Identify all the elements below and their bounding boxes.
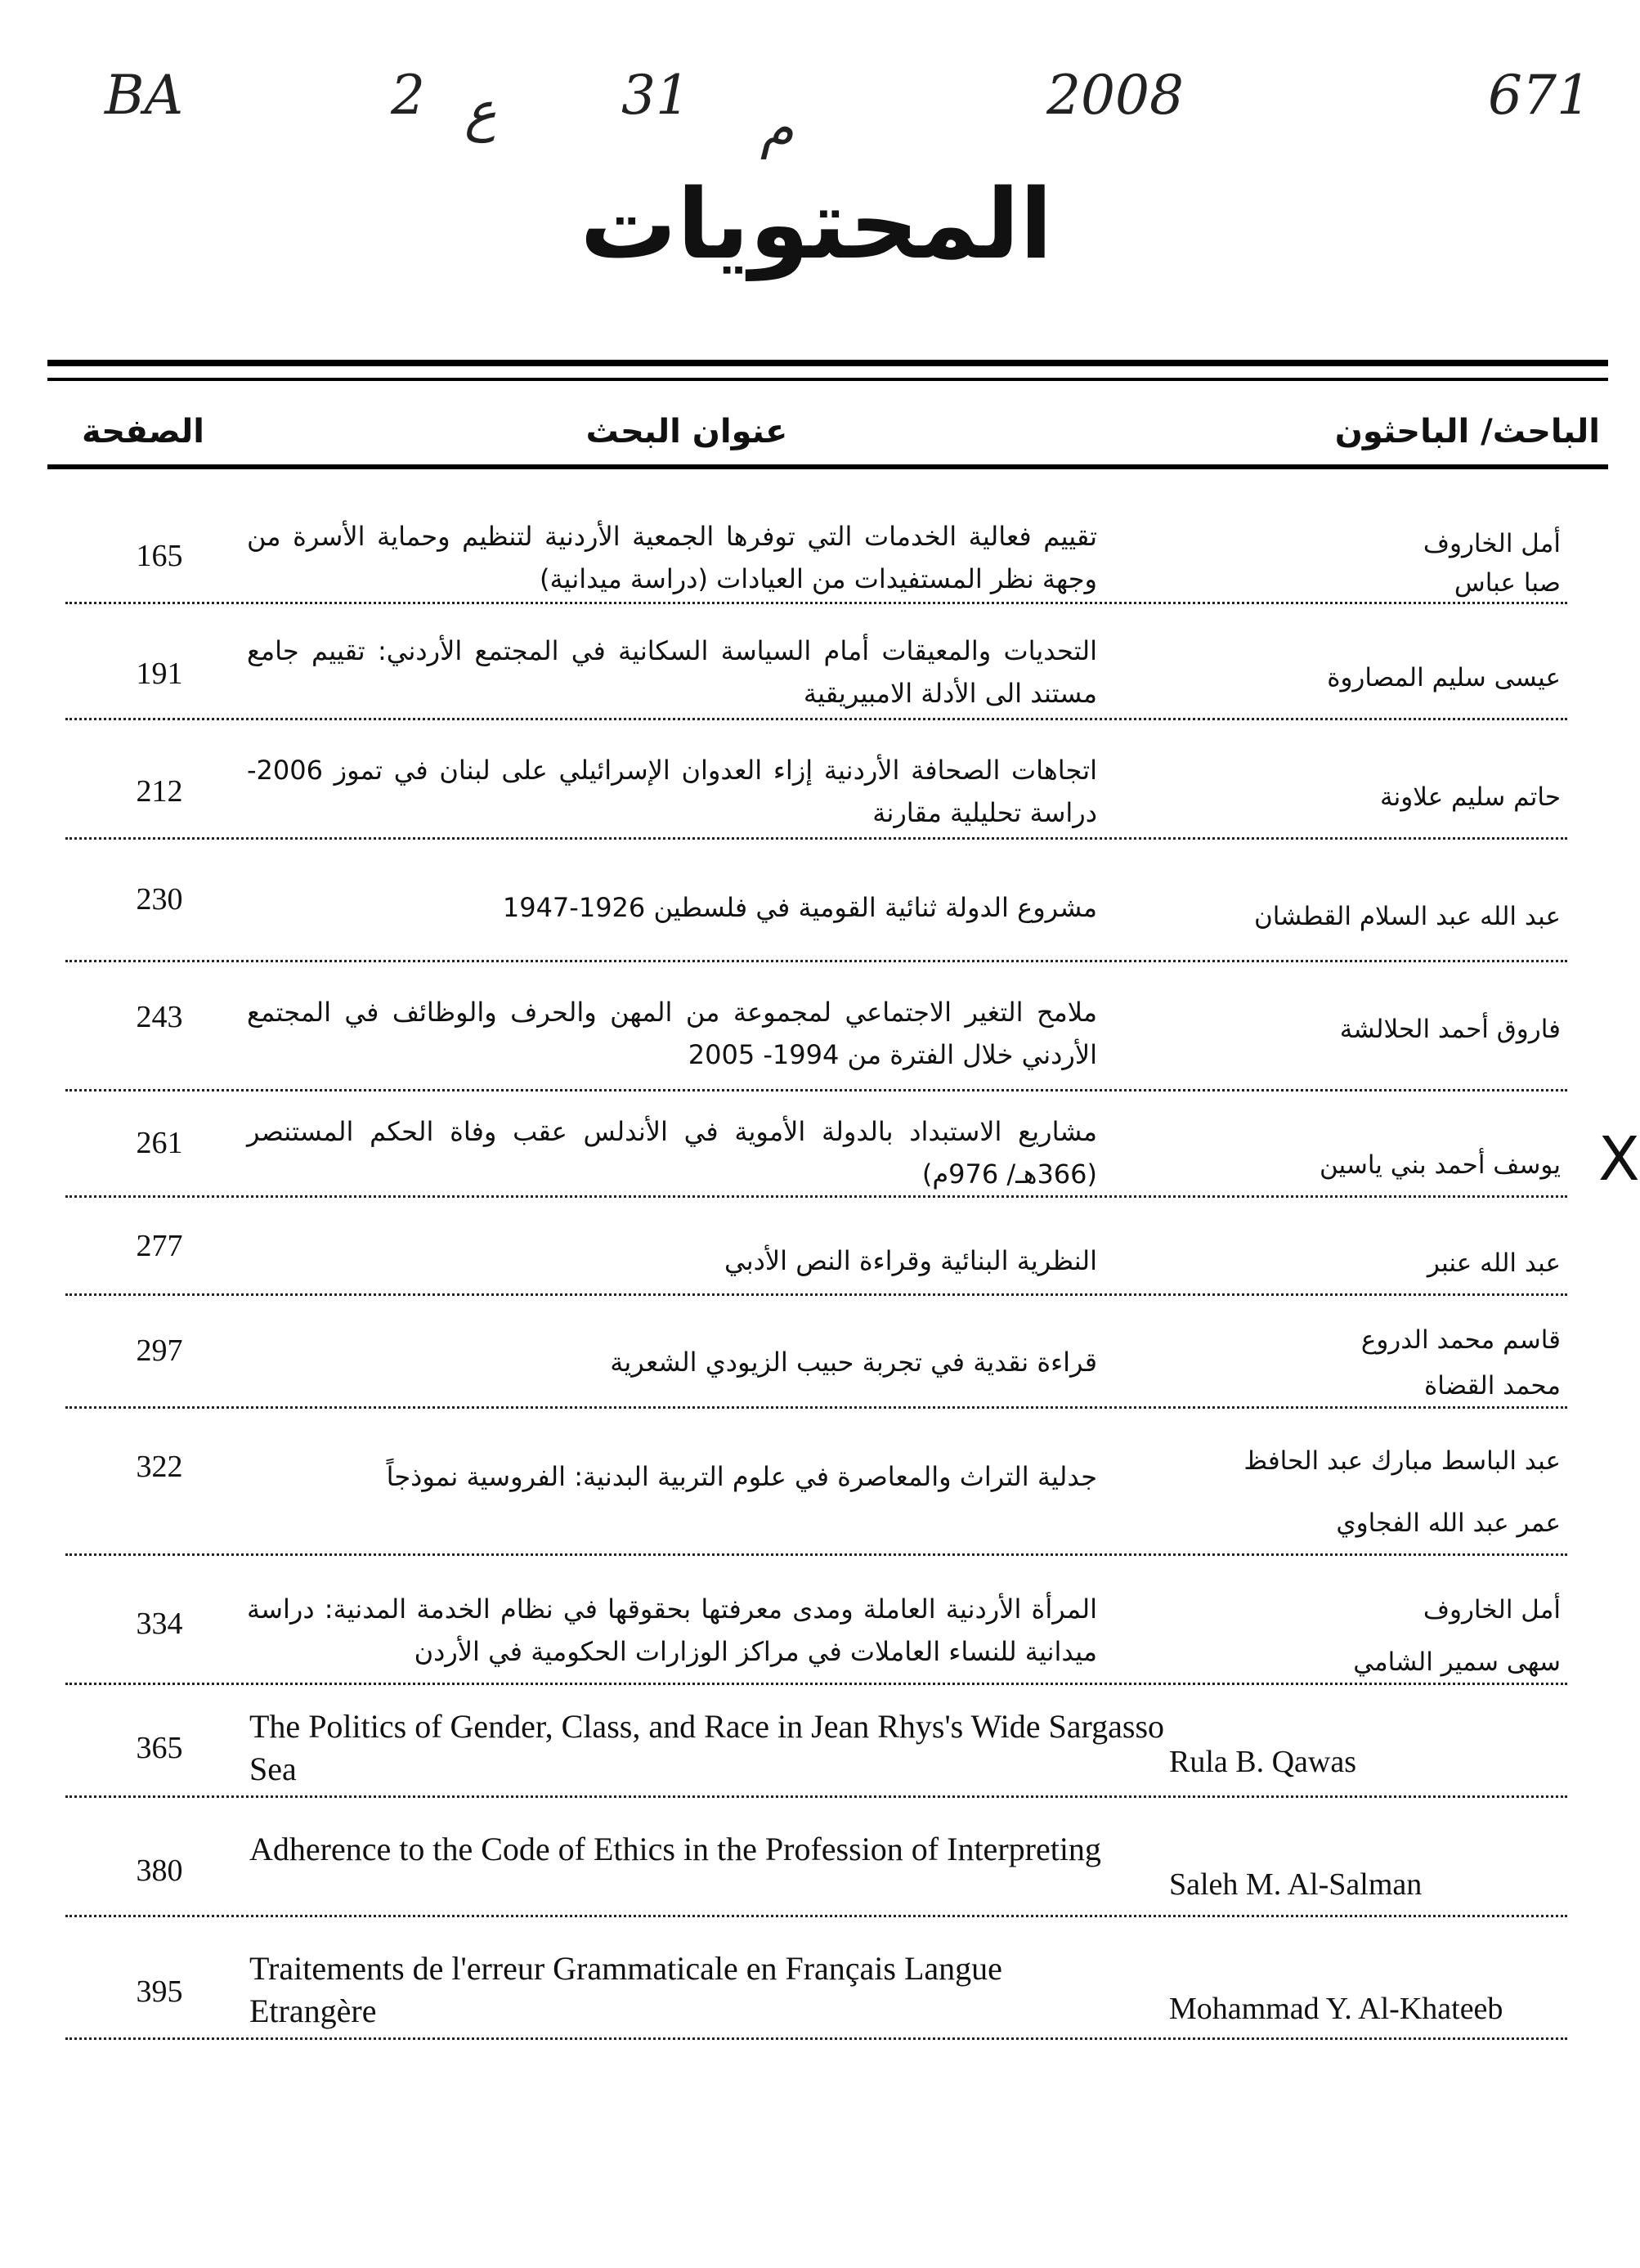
handwritten-id: 671 [1488,64,1591,127]
author: محمد القضاة [1424,1371,1561,1401]
handwritten-letter: ع [464,80,497,143]
toc-entry [65,1110,1567,1198]
toc-entry [65,1318,1567,1409]
page-number: 322 [136,1450,183,1484]
page-number: 277 [136,1229,183,1263]
author: صبا عباس [1454,568,1561,598]
research-title: التحديات والمعيقات أمام السياسة السكانية في المجتمع الأردني: تقييم جامع مستند الى الأدلة الامبيريقية [247,635,1097,709]
author: قاسم محمد الدروع [1360,1325,1561,1355]
author: فاروق أحمد الحلالشة [1339,1015,1561,1044]
page-number: 365 [136,1731,183,1765]
toc-entry [65,1218,1567,1296]
toc-entry [65,1948,1567,2040]
handwritten-mark: م [760,96,794,159]
author: أمل الخاروف [1423,529,1561,558]
handwritten-number: 2 [391,64,425,127]
author: عبد الباسط مبارك عبد الحافظ [1243,1446,1561,1476]
page-number: 212 [136,774,183,809]
toc-entry [65,1705,1567,1798]
handwritten-issue-number: 31 [621,64,690,127]
page-number: 243 [136,1000,183,1034]
research-title: مشاريع الاستبداد بالدولة الأموية في الأندلس عقب وفاة الحكم المستنصر (366هـ/ 976م) [247,1116,1097,1190]
handwritten-year: 2008 [1046,64,1184,127]
header-rule [47,464,1608,469]
author: Rula B. Qawas [1169,1745,1357,1779]
header-research-title: عنوان البحث [585,413,788,450]
author: عيسى سليم المصاروة [1327,663,1561,693]
page-number: 380 [136,1853,183,1888]
handwritten-ref-code: BA [105,64,184,127]
toc-entry [65,513,1567,604]
research-title: اتجاهات الصحافة الأردنية إزاء العدوان الإسرائيلي على لبنان في تموز 2006- دراسة تحليلية مقارنة [247,755,1097,828]
research-title: النظرية البنائية وقراءة النص الأدبي [724,1245,1097,1276]
research-title: قراءة نقدية في تجربة حبيب الزيودي الشعرية [610,1347,1097,1378]
header-page: الصفحة [82,413,205,450]
toc-entry [65,984,1567,1091]
page-number: 334 [136,1607,183,1641]
research-title: The Politics of Gender, Class, and Race in Jean Rhys's Wide Sargasso Sea [249,1708,1165,1787]
research-title: Adherence to the Code of Ethics in the Profession of Interpreting [249,1831,1101,1867]
research-title: ملامح التغير الاجتماعي لمجموعة من المهن والحرف والوظائف في المجتمع الأردني خلال الفترة من 1994- 2005 [247,997,1097,1070]
research-title: Traitements de l'erreur Grammaticale en Français Langue Etrangère [249,1950,1002,2029]
author: حاتم سليم علاونة [1379,782,1561,812]
research-title: جدلية التراث والمعاصرة في علوم التربية البدنية: الفروسية نموذجاً [386,1461,1097,1492]
author: أمل الخاروف [1423,1595,1561,1625]
page-number: 395 [136,1974,183,2009]
toc-entry [65,1578,1567,1685]
research-title: المرأة الأردنية العاملة ومدى معرفتها بحقوقها في نظام الخدمة المدنية: دراسة ميدانية للنساء العاملات في مراكز الوزارات الحكومية في الأردن [247,1593,1097,1667]
research-title: تقييم فعالية الخدمات التي توفرها الجمعية الأردنية لتنظيم وحماية الأسرة من وجهة نظر المستفيدات من العيادات (دراسة ميدانية) [247,521,1097,594]
toc-entry [65,630,1567,720]
author: عبد الله عنبر [1427,1248,1561,1278]
research-title: مشروع الدولة ثنائية القومية في فلسطين 1926-1947 [502,892,1097,923]
toc-entry [65,1432,1567,1556]
header-double-rule [47,360,1608,381]
page-number: 165 [136,539,183,573]
author: يوسف أحمد بني ياسين [1319,1150,1561,1180]
page-number: 261 [136,1126,183,1160]
page-number: 230 [136,882,183,917]
author: عبد الله عبد السلام القطشان [1253,902,1561,931]
author: عمر عبد الله الفجاوي [1336,1508,1561,1538]
toc-entry [65,1828,1567,1917]
page-number: 191 [136,657,183,691]
author: سهى سمير الشامي [1353,1647,1561,1677]
toc-entry [65,870,1567,962]
toc-entry [65,749,1567,840]
author: Mohammad Y. Al-Khateeb [1169,1992,1503,2026]
author: Saleh M. Al-Salman [1169,1867,1423,1902]
margin-x-mark: X [1598,1124,1640,1195]
page-number: 297 [136,1333,183,1368]
header-researcher: الباحث/ الباحثون [1334,413,1600,450]
page-title: المحتويات [580,168,1053,280]
